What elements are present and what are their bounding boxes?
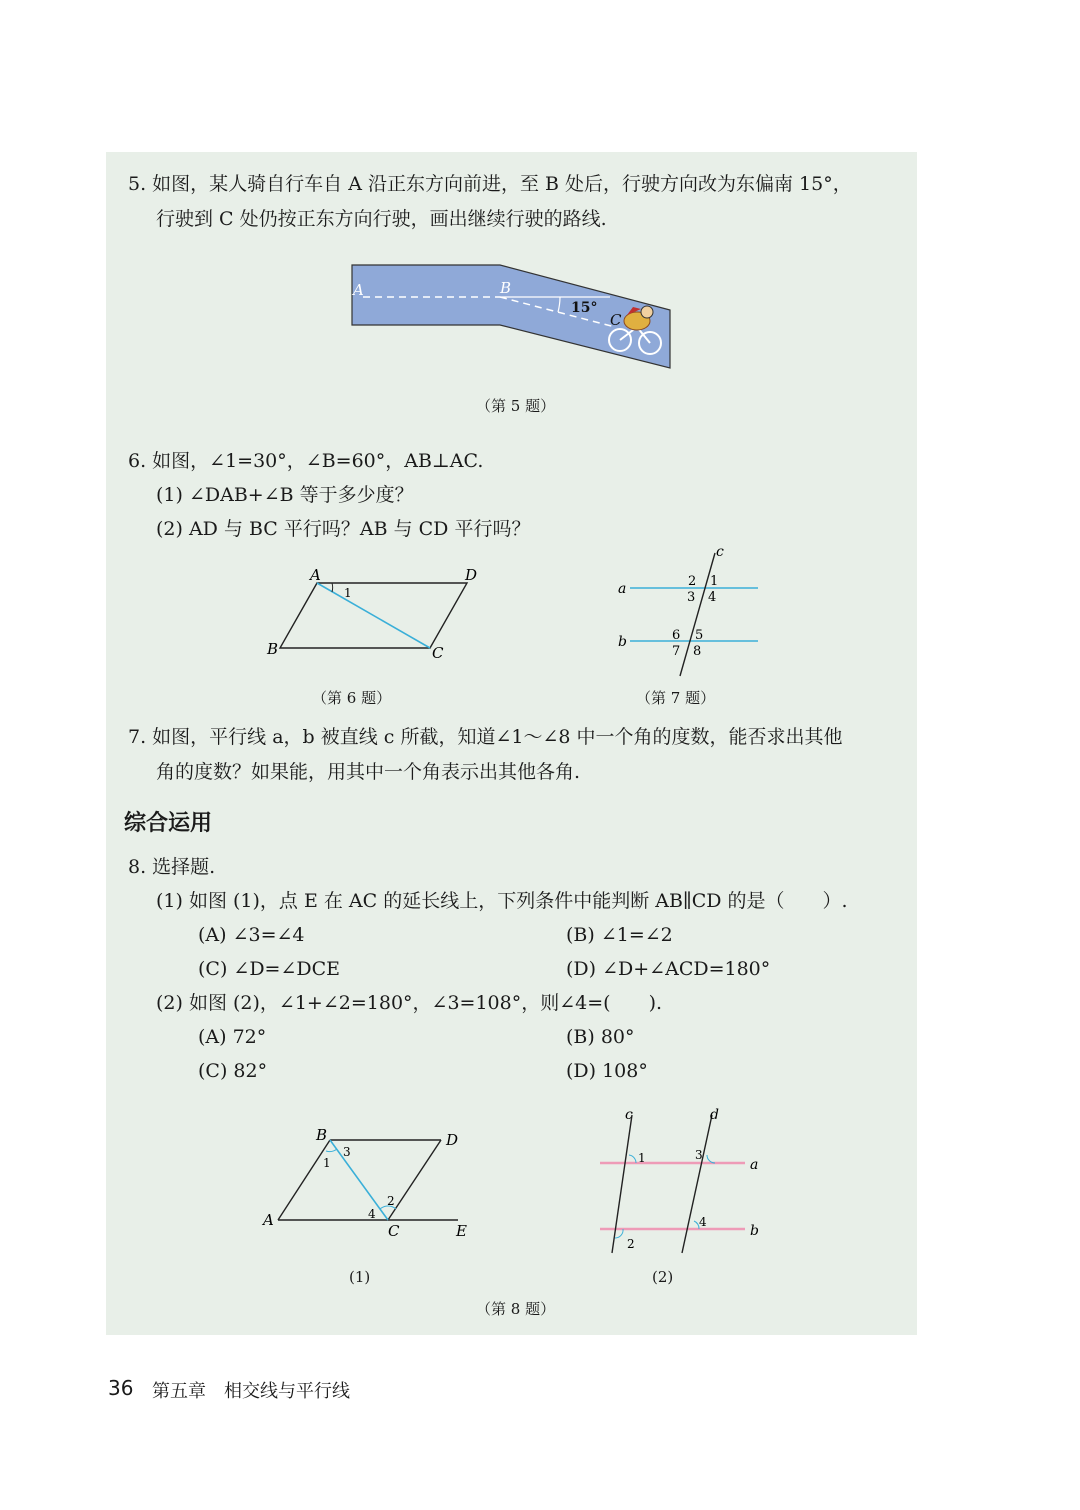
problem5-line1: 5. 如图，某人骑自行车自 A 沿正东方向前进，至 B 处后，行驶方向改为东偏南 15°， xyxy=(128,173,852,195)
label-c: C xyxy=(610,311,622,329)
label-c: c xyxy=(625,1107,633,1123)
problem6-q1: (1) ∠DAB+∠B 等于多少度？ xyxy=(156,484,414,506)
q2-option-a: (A) 72° xyxy=(198,1026,267,1048)
problem8-q1: (1) 如图 (1)，点 E 在 AC 的延长线上，下列条件中能判断 AB∥CD 的是（ ）. xyxy=(156,890,848,912)
angle-6: 6 xyxy=(672,628,681,643)
label-d: D xyxy=(446,1131,459,1149)
angle-1: 1 xyxy=(344,586,352,600)
q1-option-b: (B) ∠1=∠2 xyxy=(566,924,673,946)
figure-8-2 xyxy=(595,1105,770,1260)
angle-5: 5 xyxy=(695,628,704,643)
label-b: b xyxy=(618,634,627,650)
angle-4: 4 xyxy=(368,1207,376,1221)
chapter-title: 第五章 相交线与平行线 xyxy=(152,1381,350,1402)
caption-6: （第 6 题） xyxy=(312,689,392,707)
figure-8-1 xyxy=(258,1125,483,1245)
q1-option-c: (C) ∠D=∠DCE xyxy=(198,958,341,980)
label-b: b xyxy=(750,1223,759,1239)
label-a: a xyxy=(618,581,627,597)
caption-5: （第 5 题） xyxy=(476,397,556,415)
figure-7 xyxy=(610,543,770,683)
angle-3: 3 xyxy=(687,590,696,605)
label-c: C xyxy=(388,1222,400,1240)
problem6-q2: (2) AD 与 BC 平行吗？AB 与 CD 平行吗？ xyxy=(156,518,531,540)
angle-3: 3 xyxy=(695,1148,703,1162)
label-a: A xyxy=(263,1211,274,1229)
problem7-line2: 角的度数？如果能，用其中一个角表示出其他各角. xyxy=(156,761,581,783)
q1-option-a: (A) ∠3=∠4 xyxy=(198,924,305,946)
angle-2: 2 xyxy=(627,1237,635,1251)
angle-label: 15° xyxy=(571,300,598,316)
label-b: B xyxy=(267,640,279,658)
q2-option-b: (B) 80° xyxy=(566,1026,635,1048)
q2-option-d: (D) 108° xyxy=(566,1060,648,1082)
problem5-line2: 行驶到 C 处仍按正东方向行驶，画出继续行驶的路线. xyxy=(156,208,607,230)
q1-option-d: (D) ∠D+∠ACD=180° xyxy=(566,958,771,980)
caption-8-1: (1) xyxy=(349,1268,371,1286)
angle-1: 1 xyxy=(710,574,719,589)
angle-1: 1 xyxy=(323,1156,331,1170)
angle-3: 3 xyxy=(343,1145,351,1159)
problem6-stem: 6. 如图，∠1=30°，∠B=60°，AB⊥AC. xyxy=(128,450,484,472)
label-b: B xyxy=(316,1126,328,1144)
label-b: B xyxy=(500,279,512,297)
problem7-line1: 7. 如图，平行线 a，b 被直线 c 所截，知道∠1～∠8 中一个角的度数，能否求出其他 xyxy=(128,726,843,748)
figure-5 xyxy=(345,255,680,375)
figure-6 xyxy=(262,563,482,663)
label-a: A xyxy=(310,566,321,584)
section-title: 综合运用 xyxy=(124,811,213,836)
q2-option-c: (C) 82° xyxy=(198,1060,268,1082)
angle-8: 8 xyxy=(693,644,702,659)
page-number: 36 xyxy=(108,1376,134,1400)
angle-7: 7 xyxy=(672,644,681,659)
label-d: D xyxy=(465,566,478,584)
label-a: A xyxy=(353,281,364,299)
angle-4: 4 xyxy=(699,1215,707,1229)
angle-1: 1 xyxy=(638,1151,646,1165)
problem8-stem: 8. 选择题. xyxy=(128,856,216,878)
label-c: c xyxy=(716,544,724,560)
caption-8: （第 8 题） xyxy=(476,1300,556,1318)
label-a: a xyxy=(750,1157,759,1173)
label-e: E xyxy=(456,1222,467,1240)
label-c: C xyxy=(432,644,444,662)
angle-2: 2 xyxy=(688,574,697,589)
label-d: d xyxy=(710,1107,719,1123)
caption-8-2: (2) xyxy=(652,1268,674,1286)
caption-7: （第 7 题） xyxy=(636,689,716,707)
angle-4: 4 xyxy=(708,590,717,605)
problem8-q2: (2) 如图 (2)，∠1+∠2=180°，∠3=108°，则∠4=( ). xyxy=(156,992,663,1014)
angle-2: 2 xyxy=(387,1194,395,1208)
